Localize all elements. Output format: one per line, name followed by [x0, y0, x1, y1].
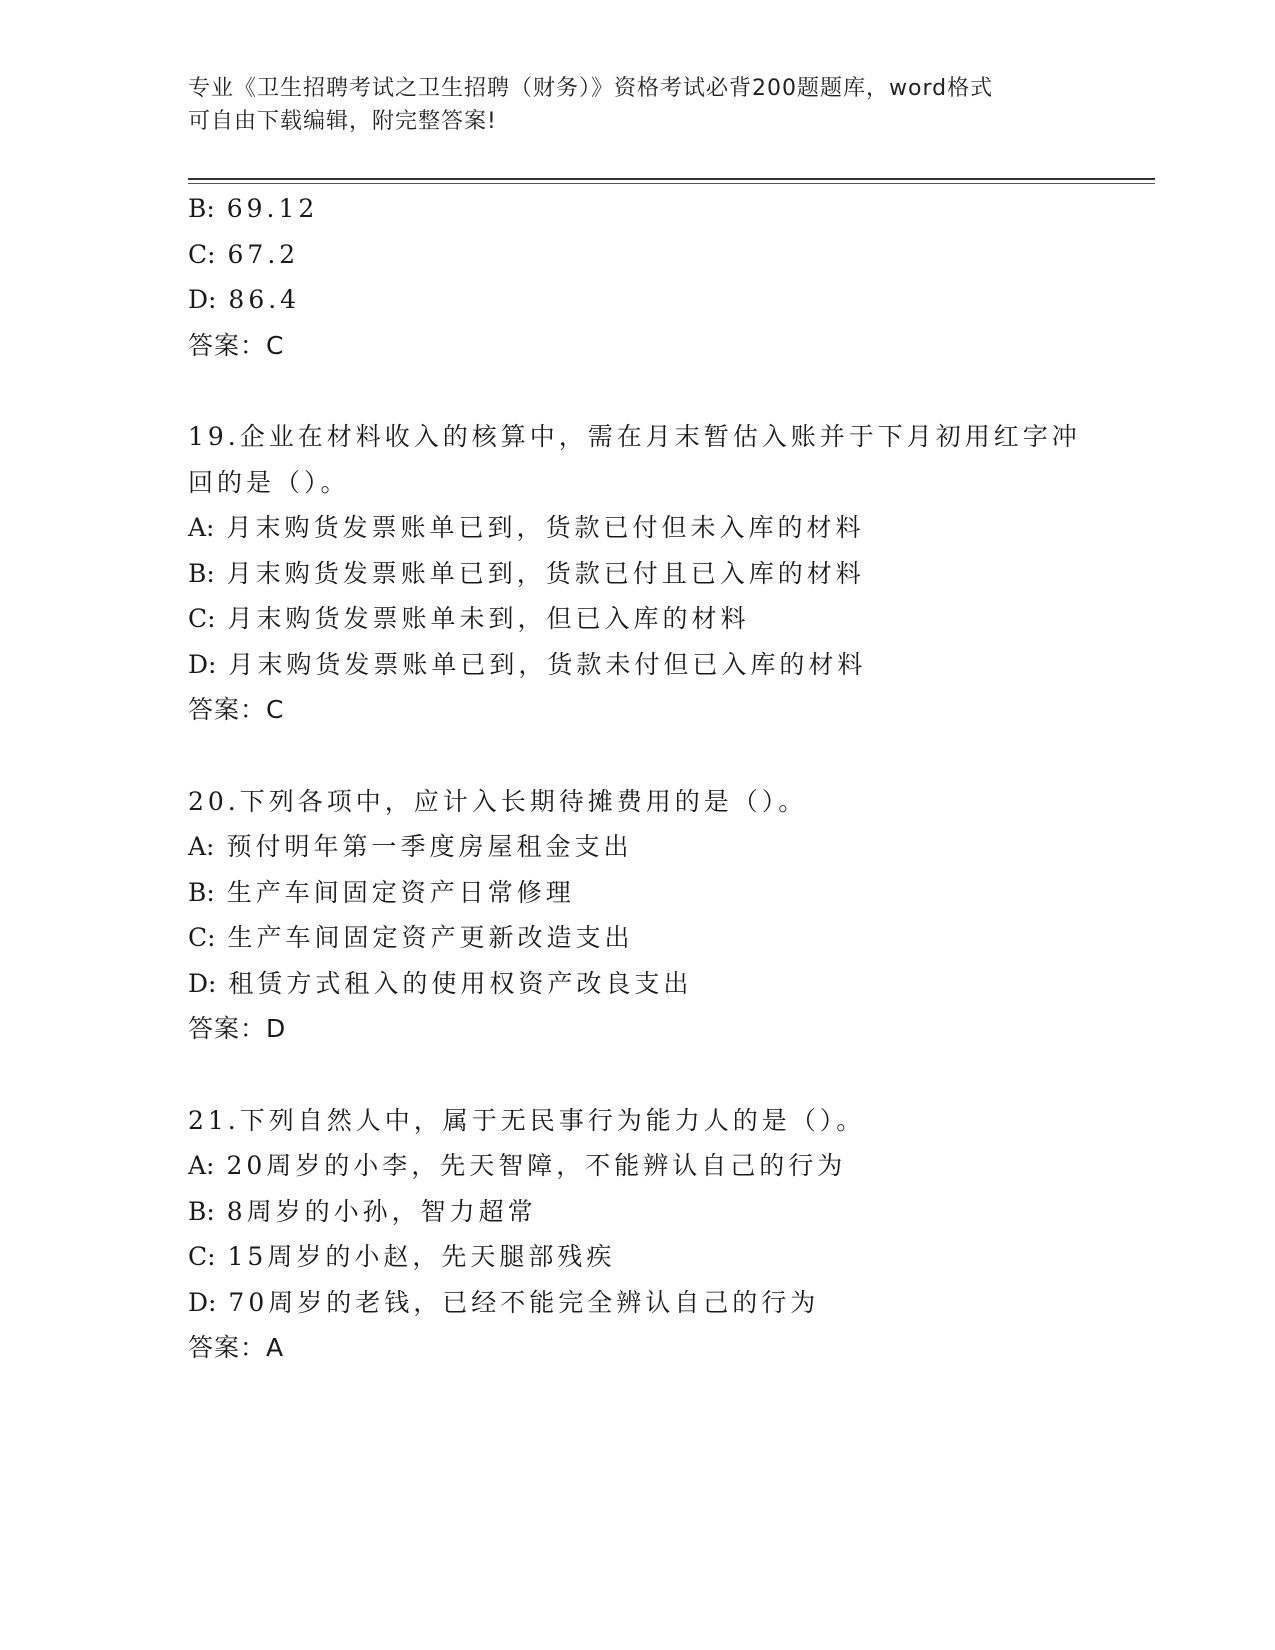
- question-stem: 21.下列自然人中，属于无民事行为能力人的是（）。: [188, 1105, 866, 1135]
- question-20: [188, 779, 1148, 1052]
- option-label: D:: [188, 968, 217, 998]
- option-c: [188, 915, 1148, 961]
- header-divider: [188, 178, 1155, 180]
- answer-line: 答案：C: [188, 695, 285, 724]
- question-list: [188, 186, 1148, 1371]
- option-text: 月末购货发票账单已到，货款未付但已入库的材料: [228, 649, 867, 679]
- option-a: [188, 505, 1148, 551]
- header-title-line-2: 可自由下载编辑，附完整答案!: [188, 109, 497, 134]
- option-d: [188, 961, 1148, 1007]
- header-divider-thin: [188, 183, 1155, 184]
- option-c: [188, 1234, 1148, 1280]
- option-text: 86.4: [228, 285, 301, 314]
- option-text: 69.12: [226, 194, 319, 223]
- option-text: 月末购货发票账单已到，货款已付但未入库的材料: [226, 513, 865, 542]
- option-label: C:: [188, 923, 216, 952]
- option-text: 租赁方式租入的使用权资产改良支出: [228, 968, 693, 998]
- option-text: 生产车间固定资产日常修理: [226, 877, 575, 907]
- spacer: [188, 1052, 1148, 1098]
- option-d: [188, 277, 1148, 323]
- option-b: [188, 870, 1148, 916]
- option-a: [188, 1143, 1148, 1189]
- option-c: [188, 596, 1148, 642]
- option-label: B:: [188, 194, 215, 223]
- option-c: [188, 232, 1148, 278]
- answer-line: 答案：D: [188, 1014, 287, 1043]
- option-label: C:: [188, 604, 216, 633]
- option-label: D:: [188, 1287, 217, 1317]
- option-label: A:: [188, 1151, 215, 1180]
- option-b: [188, 186, 1148, 232]
- spacer: [188, 733, 1148, 779]
- option-a: [188, 824, 1148, 870]
- option-text: 月末购货发票账单未到，但已入库的材料: [227, 604, 750, 633]
- question-19: [188, 414, 1148, 733]
- option-text: 月末购货发票账单已到，货款已付且已入库的材料: [226, 558, 865, 588]
- option-label: B:: [188, 877, 215, 907]
- option-label: B:: [188, 558, 215, 588]
- option-text: 15周岁的小赵，先天腿部残疾: [227, 1242, 616, 1271]
- option-label: A:: [188, 513, 215, 542]
- option-d: [188, 1280, 1148, 1326]
- answer-line: 答案：A: [188, 1333, 285, 1362]
- question-stem-continued: 回的是（）。: [188, 467, 350, 497]
- option-d: [188, 642, 1148, 688]
- option-label: C:: [188, 1242, 216, 1271]
- option-b: [188, 1189, 1148, 1235]
- option-text: 70周岁的老钱，已经不能完全辨认自己的行为: [228, 1287, 820, 1317]
- option-text: 预付明年第一季度房屋租金支出: [226, 832, 633, 861]
- spacer: [188, 368, 1148, 414]
- page-header: [188, 72, 1068, 138]
- option-label: D:: [188, 285, 217, 314]
- option-text: 8周岁的小孙，智力超常: [226, 1196, 537, 1226]
- question-stem: 20.下列各项中，应计入长期待摊费用的是（）。: [188, 786, 808, 816]
- option-text: 生产车间固定资产更新改造支出: [227, 923, 634, 952]
- option-label: B:: [188, 1196, 215, 1226]
- option-label: A:: [188, 832, 215, 861]
- question-21: [188, 1098, 1148, 1371]
- option-label: D:: [188, 649, 217, 679]
- option-text: 67.2: [227, 239, 300, 269]
- option-label: C:: [188, 239, 216, 269]
- option-text: 20周岁的小李，先天智障，不能辨认自己的行为: [226, 1151, 847, 1180]
- question-stem: 19.企业在材料收入的核算中，需在月末暂估入账并于下月初用红字冲: [188, 422, 1081, 451]
- option-b: [188, 551, 1148, 597]
- answer-line: 答案：C: [188, 330, 285, 360]
- header-title-line-1: 专业《卫生招聘考试之卫生招聘（财务）》资格考试必背200题题库，word格式: [188, 76, 994, 101]
- question-18-continued: [188, 186, 1148, 368]
